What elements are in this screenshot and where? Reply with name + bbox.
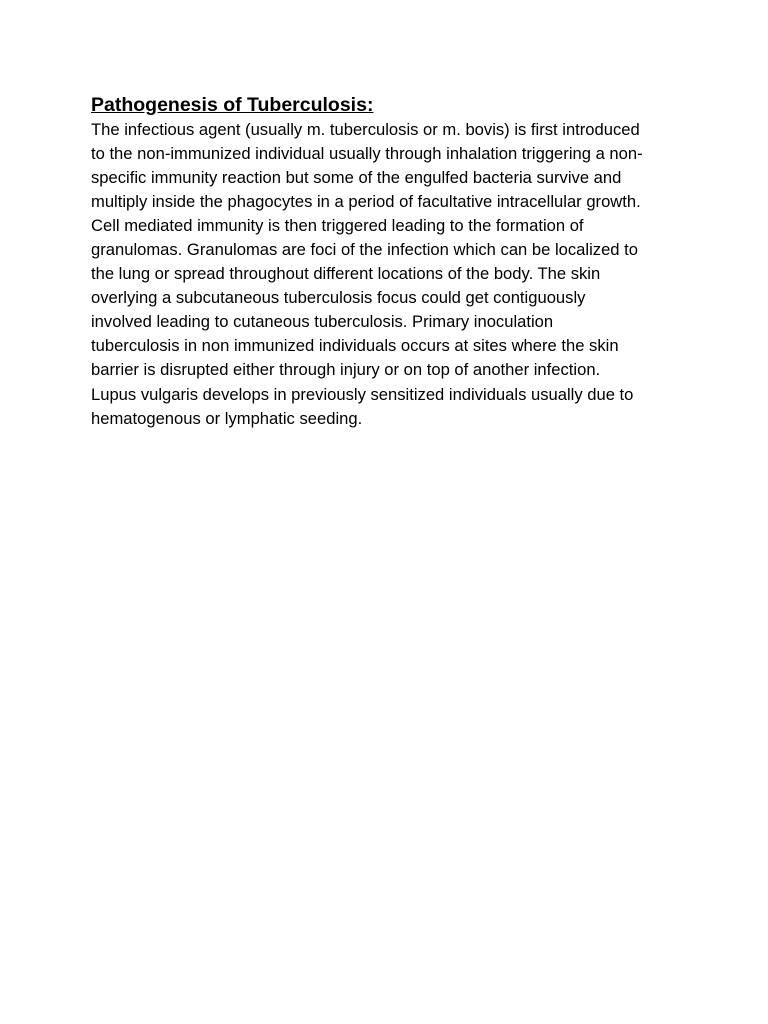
paragraph-line: Cell mediated immunity is then triggered leading to the formation of — [91, 216, 584, 236]
paragraph-line: tuberculosis in non immunized individuals occurs at sites where the skin — [91, 336, 619, 356]
paragraph-line: the lung or spread throughout different locations of the body. The skin — [91, 264, 601, 284]
paragraph-line: overlying a subcutaneous tuberculosis focus could get contiguously — [91, 288, 586, 308]
paragraph-line: involved leading to cutaneous tuberculosis. Primary inoculation — [91, 312, 554, 332]
paragraph-line: The infectious agent (usually m. tuberculosis or m. bovis) is first introduced — [91, 120, 640, 139]
paragraph-line: barrier is disrupted either through injury or on top of another infection. — [91, 360, 601, 380]
body-paragraph — [91, 118, 691, 431]
paragraph-line: specific immunity reaction but some of the engulfed bacteria survive and — [91, 168, 622, 188]
paragraph-line: granulomas. Granulomas are foci of the infection which can be localized to — [91, 240, 638, 260]
document-heading: Pathogenesis of Tuberculosis: — [91, 94, 374, 116]
paragraph-line: Lupus vulgaris develops in previously sensitized individuals usually due to — [91, 384, 634, 404]
paragraph-line: to the non-immunized individual usually through inhalation triggering a non- — [91, 144, 643, 164]
paragraph-line: hematogenous or lymphatic seeding. — [91, 408, 363, 428]
paragraph-line: multiply inside the phagocytes in a period of facultative intracellular growth. — [91, 192, 641, 212]
document-content — [91, 93, 691, 431]
